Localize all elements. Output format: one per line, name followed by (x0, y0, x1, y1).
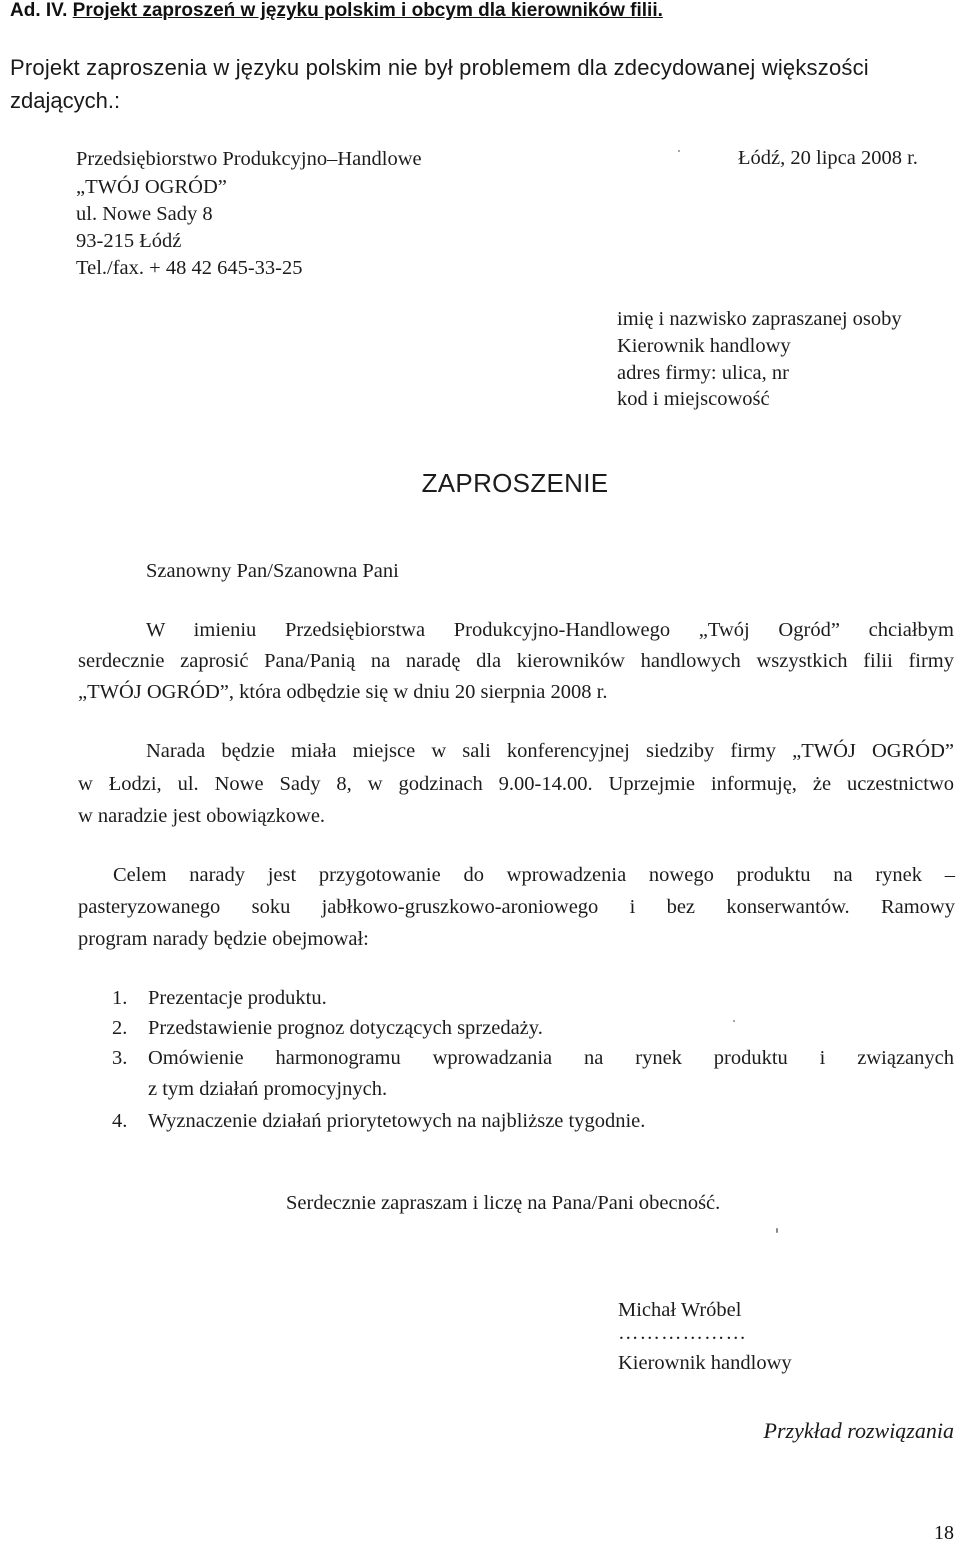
letter-title: ZAPROSZENIE (421, 468, 609, 498)
list-item-number: 2. (112, 1017, 128, 1039)
recipient-name: imię i nazwisko zapraszanej osoby (617, 308, 902, 330)
para1-line1: W imieniu Przedsiębiorstwa Produkcyjno-Handlowego „Twój Ogród” chciałbym (146, 619, 954, 641)
para2-line3: w naradzie jest obowiązkowe. (78, 805, 326, 827)
example-caption: Przykład rozwiązania (763, 1418, 954, 1443)
para2-line2-wrap (78, 773, 954, 796)
intro-line-1: Projekt zaproszenia w języku polskim nie był problemem dla zdecydowanej większości (10, 55, 869, 80)
sender-street: ul. Nowe Sady 8 (76, 203, 213, 225)
heading-prefix: Ad. IV. (10, 0, 68, 21)
sender-city: 93-215 Łódź (76, 230, 182, 252)
recipient-role: Kierownik handlowy (617, 335, 791, 357)
heading-title: Projekt zaproszeń w języku polskim i obcym dla kierowników filii. (72, 0, 663, 21)
para1-line3: „TWÓJ OGRÓD”, która odbędzie się w dniu 20 sierpnia 2008 r. (78, 681, 608, 703)
list-item-number: 4. (112, 1110, 128, 1132)
list-item-text-wrap (148, 1047, 954, 1070)
recipient-address: adres firmy: ulica, nr (617, 362, 789, 384)
signature-role: Kierownik handlowy (618, 1352, 792, 1374)
para3-line1: Celem narady jest przygotowanie do wprowadzenia nowego produktu na rynek – (113, 864, 955, 886)
intro-line-2: zdających.: (10, 88, 121, 113)
list-item-text: Przedstawienie prognoz dotyczących sprzedaży. (148, 1017, 543, 1039)
signature-name: Michał Wróbel (618, 1299, 742, 1321)
recipient-postcode: kod i miejscowość (617, 388, 770, 410)
para1-line2: serdecznie zaprosić Pana/Panią na naradę dla kierowników handlowych wszystkich filii firmy (78, 650, 954, 672)
place-date: Łódź, 20 lipca 2008 r. (738, 147, 918, 169)
list-item-text: Omówienie harmonogramu wprowadzania na rynek produktu i związanych (148, 1047, 954, 1069)
para3-line2-wrap (78, 896, 955, 919)
list-item-number: 3. (112, 1047, 128, 1069)
para3-line1-wrap (113, 864, 955, 887)
list-item-number: 1. (112, 987, 128, 1009)
para1-line2-wrap (78, 650, 954, 673)
salutation: Szanowny Pan/Szanowna Pani (146, 560, 399, 582)
scan-speck (733, 1020, 735, 1022)
sender-company: Przedsiębiorstwo Produkcyjno–Handlowe (76, 148, 422, 170)
list-item-text: Wyznaczenie działań priorytetowych na najbliższe tygodnie. (148, 1110, 646, 1132)
sender-brand: „TWÓJ OGRÓD” (76, 176, 227, 198)
para3-line3: program narady będzie obejmował: (78, 928, 369, 950)
closing-line: Serdecznie zapraszam i liczę na Pana/Pani obecność. (286, 1192, 721, 1214)
para2-line2: w Łodzi, ul. Nowe Sady 8, w godzinach 9.00-14.00. Uprzejmie informuję, że uczestnictwo (78, 773, 954, 795)
para1-line1-wrap (146, 619, 954, 642)
para2-line1-wrap (146, 740, 954, 763)
list-item-text-cont: z tym działań promocyjnych. (148, 1078, 388, 1100)
sender-phone: Tel./fax. + 48 42 645-33-25 (76, 257, 303, 279)
scan-speck (678, 150, 680, 152)
para2-line1: Narada będzie miała miejsce w sali konferencyjnej siedziby firmy „TWÓJ OGRÓD” (146, 740, 954, 762)
signature-dots: ……………… (618, 1322, 747, 1344)
scan-speck (776, 1228, 778, 1233)
section-heading (10, 0, 663, 22)
para3-line2: pasteryzowanego soku jabłkowo-gruszkowo-aroniowego i bez konserwantów. Ramowy (78, 896, 955, 918)
list-item-text: Prezentacje produktu. (148, 987, 327, 1009)
page-number: 18 (934, 1522, 954, 1544)
